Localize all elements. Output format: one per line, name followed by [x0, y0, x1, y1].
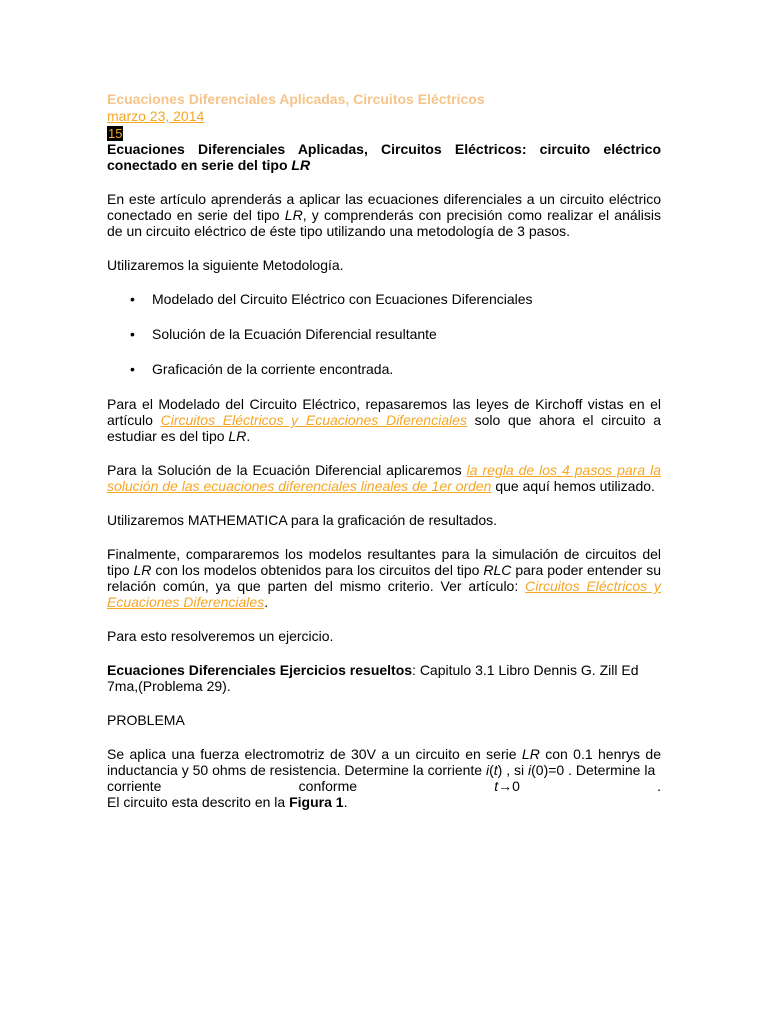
- problema-last-period: .: [343, 794, 348, 810]
- problema-period: .: [657, 778, 661, 794]
- problema-i: i: [485, 762, 490, 778]
- modelado-text-3: .: [246, 428, 251, 444]
- ejercicios-resueltos-bold: Ecuaciones Diferenciales Ejercicios resueltos: [107, 662, 413, 678]
- ejercicios-resueltos-text: : Capitulo 3.1 Libro Dennis G. Zill Ed 7ma,(Problema 29).: [107, 662, 639, 694]
- methodology-intro: Utilizaremos la siguiente Metodología.: [107, 257, 344, 273]
- problema-text-5: (0)=0 . Determine la: [531, 762, 656, 778]
- problema-word-conforme: conforme: [298, 778, 358, 794]
- bullet-icon: •: [130, 326, 135, 342]
- finalmente-paragraph: [107, 546, 661, 610]
- modelado-paragraph: [107, 396, 661, 444]
- intro-paragraph: [107, 191, 661, 239]
- problema-last-line: [107, 794, 661, 810]
- modelado-text-1: Para el Modelado del Circuito Eléctrico, repasaremos las leyes de Kirchoff vistas en el artículo: [107, 396, 661, 428]
- problema-text-3: (: [489, 762, 494, 778]
- ejercicios-resueltos-paragraph: [107, 662, 661, 694]
- article-content: [107, 91, 661, 810]
- intro-text-1: En este artículo aprenderás a aplicar las ecuaciones diferenciales a un circuito eléctrico conectado en serie del tipo: [107, 191, 661, 223]
- finalmente-lr: LR: [133, 562, 152, 578]
- list-item-text: Modelado del Circuito Eléctrico con Ecuaciones Diferenciales: [152, 291, 533, 307]
- modelado-text-2: solo que ahora el circuito a estudiar es del tipo: [107, 412, 661, 444]
- problema-text-1: Se aplica una fuerza electromotriz de 30V a un circuito en serie: [107, 746, 522, 762]
- intro-lr: LR: [284, 207, 303, 223]
- list-item: [130, 291, 661, 307]
- heading-text: Ecuaciones Diferenciales Aplicadas, Circuitos Eléctricos: circuito eléctrico conectado en serie del tipo: [107, 141, 661, 173]
- finalmente-text-2: con los modelos obtenidos para los circuitos del tipo: [151, 562, 484, 578]
- list-item: [130, 326, 661, 342]
- finalmente-text-1: Finalmente, compararemos los modelos resultantes para la simulación de circuitos del tipo: [107, 546, 661, 578]
- ejercicio-paragraph: Para esto resolveremos un ejercicio.: [107, 628, 334, 644]
- bullet-icon: •: [130, 361, 135, 377]
- solucion-text-2: que aquí hemos utilizado.: [491, 478, 655, 494]
- problema-i0: i: [528, 762, 532, 778]
- list-item-text: Solución de la Ecuación Diferencial resultante: [152, 326, 437, 342]
- problema-spread-line: [107, 778, 661, 794]
- finalmente-rlc: RLC: [483, 562, 512, 578]
- methodology-list: [107, 291, 661, 377]
- problema-arrow: →0: [498, 778, 520, 794]
- circuitos-article-link-2[interactable]: Circuitos Eléctricos y Ecuaciones Diferenciales: [107, 578, 661, 610]
- list-item-text: Graficación de la corriente encontrada.: [152, 361, 394, 377]
- figura-1-reference: Figura 1: [289, 794, 344, 810]
- list-item: [130, 361, 661, 377]
- problema-text-4: ) , si: [497, 762, 528, 778]
- post-date[interactable]: marzo 23, 2014: [107, 108, 205, 124]
- post-title[interactable]: Ecuaciones Diferenciales Aplicadas, Circuitos Eléctricos: [107, 91, 485, 107]
- comment-count-badge[interactable]: 15: [108, 126, 123, 141]
- intro-text-2: , y comprenderás con precisión como realizar el análisis de un circuito eléctrico de éste tipo utilizando una metodología de 3 pasos.: [107, 207, 661, 239]
- problema-word-corriente: corriente: [107, 778, 162, 794]
- solucion-paragraph: [107, 462, 661, 494]
- problema-paragraph: [107, 746, 661, 810]
- mathematica-paragraph: Utilizaremos MATHEMATICA para la graficación de resultados.: [107, 512, 498, 528]
- circuitos-article-link[interactable]: Circuitos Eléctricos y Ecuaciones Diferenciales: [160, 412, 467, 428]
- heading-lr: LR: [291, 157, 311, 173]
- problema-text-2: con 0.1 henrys de inductancia y 50 ohms de resistencia. Determine la corriente: [107, 746, 662, 778]
- modelado-lr: LR: [228, 428, 247, 444]
- solucion-text-1: Para la Solución de la Ecuación Diferencial aplicaremos: [107, 462, 467, 478]
- article-heading: [107, 141, 661, 173]
- finalmente-text-4: .: [264, 594, 269, 610]
- problema-lr: LR: [521, 746, 540, 762]
- regla-4-pasos-link[interactable]: la regla de los 4 pasos para la solución de las ecuaciones diferenciales lineales de 1er orden: [107, 462, 661, 494]
- problema-last-text: El circuito esta descrito en la: [107, 794, 290, 810]
- problema-limit: [494, 778, 520, 794]
- problema-label: PROBLEMA: [107, 712, 185, 728]
- problema-t2: t: [494, 778, 499, 794]
- finalmente-text-3: para poder entender su relación común, ya que parten del mismo criterio. Ver artículo:: [107, 562, 662, 594]
- bullet-icon: •: [130, 291, 135, 307]
- problema-t: t: [493, 762, 498, 778]
